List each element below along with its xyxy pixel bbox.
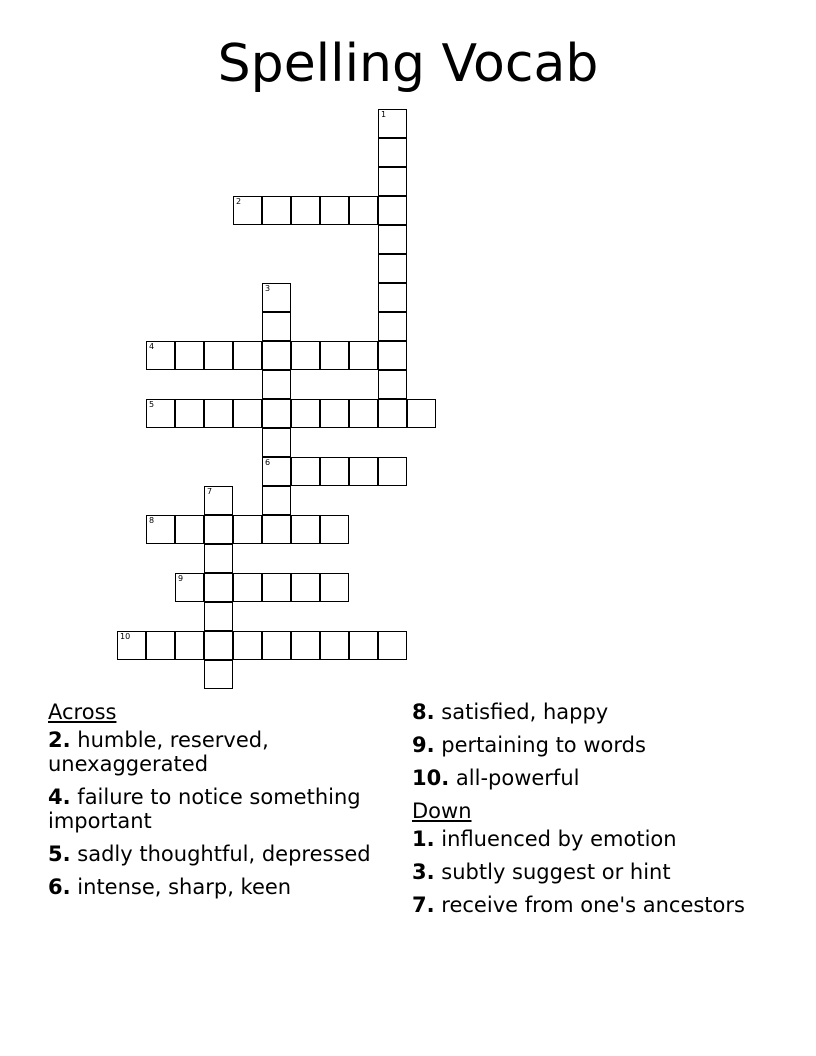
grid-cell[interactable] <box>175 515 204 544</box>
grid-cell[interactable] <box>291 573 320 602</box>
grid-cell[interactable] <box>349 341 378 370</box>
clue-across-5: 5. sadly thoughtful, depressed <box>48 842 371 866</box>
grid-cell[interactable] <box>378 254 407 283</box>
grid-cell[interactable] <box>204 573 233 602</box>
cell-number: 3 <box>265 284 271 293</box>
across-heading: Across <box>48 700 117 724</box>
grid-cell[interactable] <box>378 399 407 428</box>
grid-cell[interactable] <box>378 109 407 138</box>
clue-down-7: 7. receive from one's ancestors <box>412 893 745 917</box>
clue-number: 3 <box>412 860 427 884</box>
clue-text: sadly thoughtful, depressed <box>77 842 371 866</box>
grid-cell[interactable] <box>262 283 291 312</box>
grid-cell[interactable] <box>291 515 320 544</box>
grid-cell[interactable] <box>175 631 204 660</box>
grid-cell[interactable] <box>233 196 262 225</box>
grid-cell[interactable] <box>117 631 146 660</box>
grid-cell[interactable] <box>320 196 349 225</box>
clue-number: 6 <box>48 875 63 899</box>
grid-cell[interactable] <box>378 341 407 370</box>
grid-cell[interactable] <box>320 399 349 428</box>
grid-cell[interactable] <box>146 399 175 428</box>
grid-cell[interactable] <box>291 341 320 370</box>
grid-cell[interactable] <box>320 341 349 370</box>
clue-number: 2 <box>48 728 63 752</box>
grid-cell[interactable] <box>262 573 291 602</box>
grid-cell[interactable] <box>349 196 378 225</box>
grid-cell[interactable] <box>262 457 291 486</box>
cell-number: 8 <box>149 516 155 525</box>
grid-cell[interactable] <box>378 167 407 196</box>
cell-number: 10 <box>120 632 131 641</box>
grid-cell[interactable] <box>320 457 349 486</box>
grid-cell[interactable] <box>146 341 175 370</box>
down-heading: Down <box>412 799 472 823</box>
grid-cell[interactable] <box>233 631 262 660</box>
grid-cell[interactable] <box>349 399 378 428</box>
grid-cell[interactable] <box>378 370 407 399</box>
page-title: Spelling Vocab <box>217 34 599 94</box>
clue-number: 1 <box>412 827 427 851</box>
grid-cell[interactable] <box>349 457 378 486</box>
grid-cell[interactable] <box>291 399 320 428</box>
cell-number: 4 <box>149 342 155 351</box>
grid-cell[interactable] <box>291 457 320 486</box>
clue-across-2: 2. humble, reserved, unexaggerated <box>48 728 269 776</box>
grid-cell[interactable] <box>320 631 349 660</box>
grid-cell[interactable] <box>378 225 407 254</box>
clue-text: subtly suggest or hint <box>441 860 671 884</box>
clue-number: 5 <box>48 842 63 866</box>
grid-cell[interactable] <box>378 312 407 341</box>
grid-cell[interactable] <box>146 515 175 544</box>
grid-cell[interactable] <box>204 515 233 544</box>
clue-down-1: 1. influenced by emotion <box>412 827 677 851</box>
clue-number: 9 <box>412 733 427 757</box>
grid-cell[interactable] <box>349 631 378 660</box>
grid-cell[interactable] <box>262 312 291 341</box>
grid-cell[interactable] <box>262 486 291 515</box>
cell-number: 1 <box>381 110 387 119</box>
grid-cell[interactable] <box>204 486 233 515</box>
cell-number: 2 <box>236 197 242 206</box>
cell-number: 7 <box>207 487 213 496</box>
grid-cell[interactable] <box>291 196 320 225</box>
grid-cell[interactable] <box>233 573 262 602</box>
clue-number: 10 <box>412 766 442 790</box>
grid-cell[interactable] <box>204 544 233 573</box>
grid-cell[interactable] <box>262 341 291 370</box>
grid-cell[interactable] <box>204 341 233 370</box>
cell-number: 5 <box>149 400 155 409</box>
clue-across-8: 8. satisfied, happy <box>412 700 609 724</box>
grid-cell[interactable] <box>262 399 291 428</box>
grid-cell[interactable] <box>378 196 407 225</box>
grid-cell[interactable] <box>233 399 262 428</box>
grid-cell[interactable] <box>320 573 349 602</box>
cell-number: 9 <box>178 574 184 583</box>
grid-cell[interactable] <box>320 515 349 544</box>
clue-across-9: 9. pertaining to words <box>412 733 646 757</box>
grid-cell[interactable] <box>204 631 233 660</box>
grid-cell[interactable] <box>407 399 436 428</box>
clue-text: all-powerful <box>455 766 580 790</box>
grid-cell[interactable] <box>378 457 407 486</box>
grid-cell[interactable] <box>175 399 204 428</box>
grid-cell[interactable] <box>146 631 175 660</box>
clue-text: satisfied, happy <box>441 700 609 724</box>
grid-cell[interactable] <box>262 631 291 660</box>
cell-number: 6 <box>265 458 271 467</box>
clue-number: 7 <box>412 893 427 917</box>
clue-text: humble, reserved, unexaggerated <box>48 728 269 776</box>
clue-text: influenced by emotion <box>441 827 677 851</box>
clue-number: 8 <box>412 700 427 724</box>
grid-cell[interactable] <box>175 573 204 602</box>
grid-cell[interactable] <box>378 138 407 167</box>
clue-across-6: 6. intense, sharp, keen <box>48 875 292 899</box>
grid-cell[interactable] <box>204 660 233 689</box>
grid-cell[interactable] <box>175 341 204 370</box>
grid-cell[interactable] <box>233 515 262 544</box>
clue-across-4: 4. failure to notice something important <box>48 785 361 833</box>
grid-cell[interactable] <box>262 428 291 457</box>
grid-cell[interactable] <box>378 631 407 660</box>
grid-cell[interactable] <box>291 631 320 660</box>
clues-column-left <box>48 700 398 908</box>
grid-cell[interactable] <box>262 370 291 399</box>
clue-text: failure to notice something important <box>48 785 361 833</box>
clue-text: receive from one's ancestors <box>441 893 745 917</box>
grid-cell[interactable] <box>204 399 233 428</box>
grid-cell[interactable] <box>262 515 291 544</box>
clue-text: intense, sharp, keen <box>77 875 292 899</box>
grid-cell[interactable] <box>233 341 262 370</box>
clue-number: 4 <box>48 785 63 809</box>
clue-down-3: 3. subtly suggest or hint <box>412 860 671 884</box>
grid-cell[interactable] <box>378 283 407 312</box>
clue-text: pertaining to words <box>441 733 646 757</box>
grid-cell[interactable] <box>262 196 291 225</box>
clue-across-10: 10. all-powerful <box>412 766 580 790</box>
grid-cell[interactable] <box>204 602 233 631</box>
clues-column-right <box>412 700 752 926</box>
